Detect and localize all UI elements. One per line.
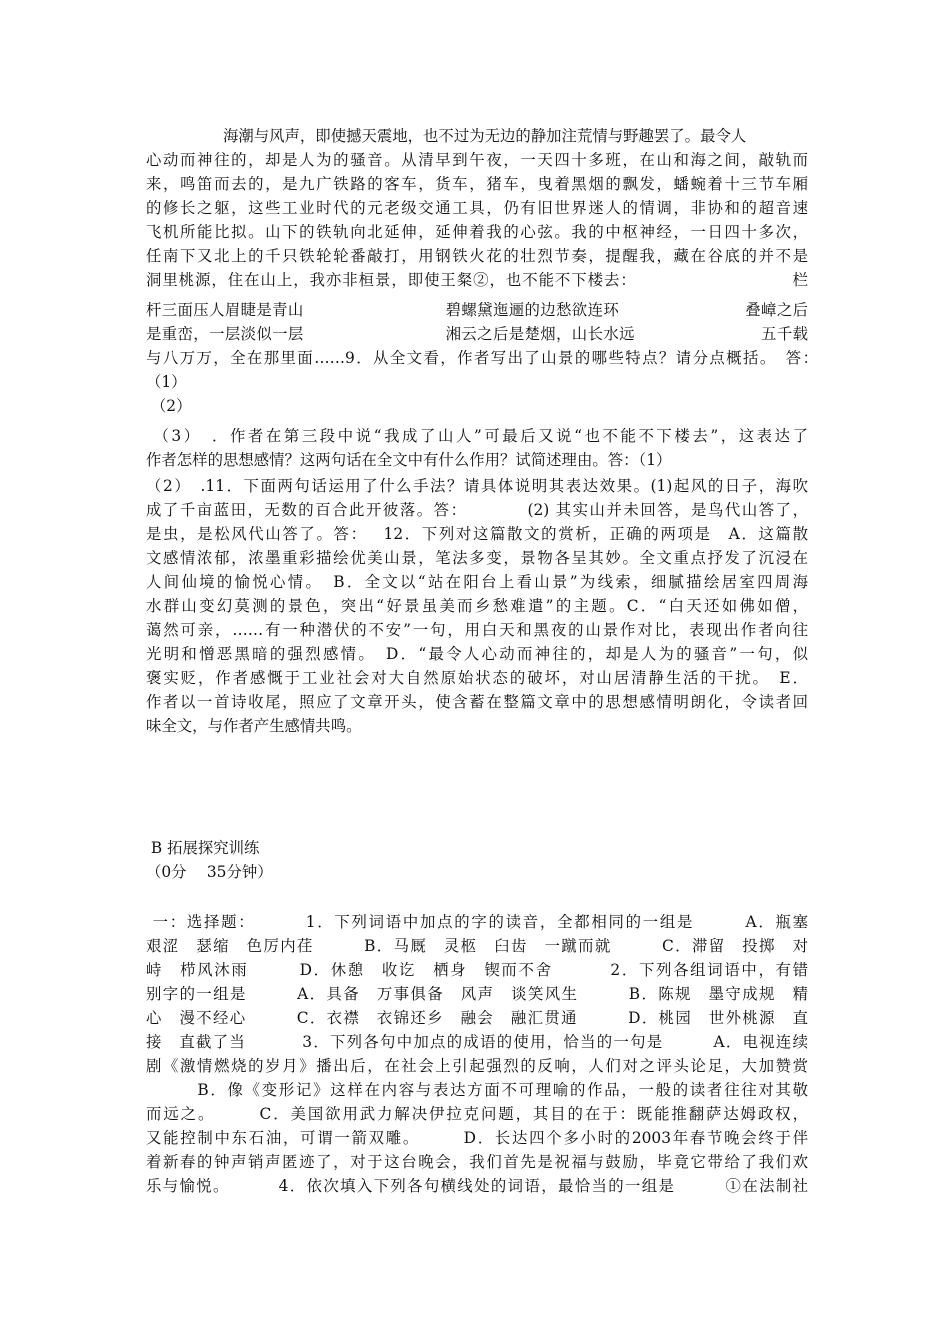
question-line: 成了千亩蓝田，无数的百合此开彼落。答： (2) 其实山并未回答，是鸟代山答了， <box>146 501 808 519</box>
question-line: 接 直截了当 3．下列各句中加点的成语的使用，恰当的一句是 A．电视连续 <box>146 1033 808 1051</box>
question-line: 是虫，是松风代山答了。答： 12．下列对这篇散文的赏析，正确的两项是 A．这篇散 <box>146 525 808 543</box>
text-line: 味全文，与作者产生感情共鸣。 <box>146 717 362 735</box>
text-line: 洞里桃源，住在山上，我亦非桓景，即使王粲②，也不能不下楼去： 栏 <box>146 271 808 289</box>
question-line: 而远之。 C．美国欲用武力解决伊拉克问题，其目的在于：既能推翻萨达姆政权， <box>146 1105 808 1123</box>
text-line: 蔼然可亲，……有一种潜伏的不安”一句，用白天和黑夜的山景作对比，表现出作者向往 <box>146 621 808 639</box>
text-line: 海潮与风声，即使撼天震地，也不过为无边的静加注荒情与野趣罢了。最令人 <box>146 127 747 145</box>
question-line: 一：选择题： 1．下列词语中加点的字的读音，全都相同的一组是 A．瓶塞 <box>146 913 808 931</box>
answer-line: （2） <box>146 397 192 415</box>
text-line: 文感情浓郁，浓墨重彩描绘优美山景，笔法多变，景物各呈其妙。全文重点抒发了沉浸在 <box>146 549 808 567</box>
question-line: 与八万万，全在那里面……9．从全文看，作者写出了山景的哪些特点？请分点概括。 答： <box>146 349 818 367</box>
question-line: 心 漫不经心 C．衣襟 衣锦还乡 融会 融汇贯通 D．桃园 世外桃源 直 <box>146 1009 808 1027</box>
poem-line: 是重峦，一层淡似一层 湘云之后是楚烟，山长水远 五千载 <box>146 325 808 343</box>
question-line: 乐与愉悦。 4．依次填入下列各句横线处的词语，最恰当的一组是 ①在法制社 <box>146 1177 808 1195</box>
text-line: 水群山变幻莫测的景色，突出“好景虽美而乡愁难遣”的主题。C．“白天还如佛如僧， <box>146 597 808 615</box>
question-line: 别字的一组是 A．具备 万事俱备 风声 谈笑风生 B．陈规 墨守成规 精 <box>146 985 808 1003</box>
text-line: 飞机所能比拟。山下的铁轨向北延伸，延伸着我的心弦。我的中枢神经，一日四十多次， <box>146 223 808 241</box>
question-line: 剧《激情燃烧的岁月》播出后，在社会上引起强烈的反响，人们对之评头论足，大加赞赏 <box>146 1057 808 1075</box>
text-line: 褒实贬，作者感慨于工业社会对大自然原始状态的破坏，对山居清静生活的干扰。 E． <box>146 669 808 687</box>
question-line: （3） ．作者在第三段中说“我成了山人”可最后又说“也不能不下楼去”，这表达了 <box>146 427 808 445</box>
question-line: 艰涩 瑟缩 色厉内荏 B．马厩 灵柩 臼齿 一蹴而就 C．滞留 投掷 对 <box>146 937 808 955</box>
question-line: B．像《变形记》这样在内容与表达方面不可理喻的作品，一般的读者往往对其敬 <box>146 1081 808 1099</box>
answer-line: （1） <box>146 373 187 391</box>
poem-line: 杆三面压人眉睫是青山 碧螺黛迤逦的边愁欲连环 叠嶂之后 <box>146 301 808 319</box>
text-line: 心动而神往的，却是人为的骚音。从清早到午夜，一天四十多班，在山和海之间，敲轨而 <box>146 151 808 169</box>
text-line: 人间仙境的愉悦心情。 B．全文以“站在阳台上看山景”为线索，细腻描绘居室四周海 <box>146 573 808 591</box>
question-line: 峙 栉风沐雨 D．休憩 收讫 栖身 锲而不舍 2．下列各组词语中，有错 <box>146 961 808 979</box>
text-line: 来，鸣笛而去的，是九广铁路的客车，货车，猪车，曳着黑烟的飘发，蟠蜿着十三节车厢 <box>146 175 808 193</box>
question-line: 又能控制中东石油，可谓一箭双雕。 D．长达四个多小时的2003年春节晚会终于伴 <box>146 1129 808 1147</box>
text-line: 作者以一首诗收尾，照应了文章开头，使含蓄在整篇文章中的思想感情明朗化，令读者回 <box>146 693 808 711</box>
text-line: 的修长之躯，这些工业时代的元老级交通工具，仍有旧世界迷人的情调，非协和的超音速 <box>146 199 808 217</box>
section-title: B 拓展探究训练 <box>146 839 260 857</box>
question-line: （2） .11．下面两句话运用了什么手法？请具体说明其表达效果。(1)起风的日子，海吹 <box>146 477 808 495</box>
section-meta: （0分 35分钟） <box>146 863 273 881</box>
text-line: 光明和憎恶黑暗的强烈感情。 D．“最令人心动而神往的，却是人为的骚音”一句，似 <box>146 645 808 663</box>
question-line: 着新春的钟声销声匿迹了，对于这台晚会，我们首先是祝福与鼓励，毕竟它带给了我们欢 <box>146 1153 808 1171</box>
text-line: 任南下又北上的千只铁轮轮番敲打，用钢铁火花的壮烈节奏，提醒我，藏在谷底的并不是 <box>146 247 808 265</box>
question-line: 作者怎样的思想感情？这两句话在全文中有什么作用？试简述理由。答：（1） <box>146 451 672 469</box>
